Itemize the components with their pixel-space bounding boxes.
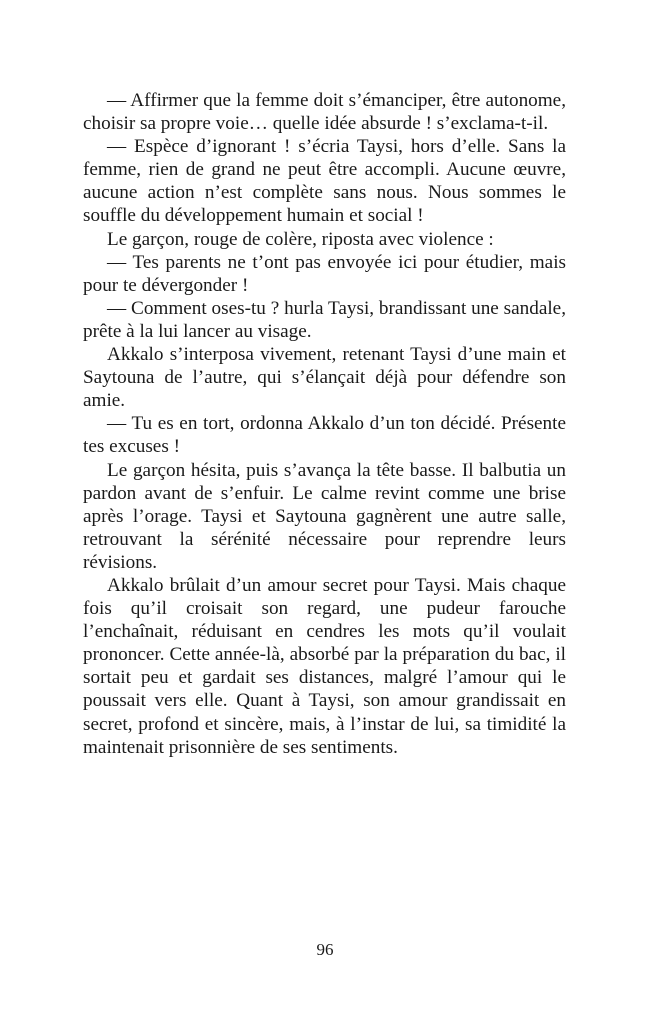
paragraph: — Affirmer que la femme doit s’émanciper, être autonome, choisir sa propre voie… quelle idée absurde ! s’exclama-t-il. [83,90,566,135]
paragraph: Le garçon hésita, puis s’avança la tête basse. Il balbutia un pardon avant de s’enfuir. Le calme revint comme une brise après l’orage. Taysi et Saytouna gagnèrent une autre salle, retrouvant la sérénité nécessaire pour reprendre leurs révisions. [83,459,566,573]
paragraph: Akkalo brûlait d’un amour secret pour Taysi. Mais chaque fois qu’il croisait son regard, une pudeur farouche l’enchaînait, réduisant en cendres les mots qu’il voulait prononcer. Cette année-là, absorbé par la préparation du bac, il sortait peu et gardait ses distances, malgré l’amour qui le poussait vers elle. Quant à Taysi, son amour grandissait en secret, profond et sincère, mais, à l’instar de lui, sa timidité la maintenait prisonnière de ses sentiments. [83,574,566,758]
paragraph: Le garçon, rouge de colère, riposta avec violence : [107,228,494,250]
paragraph: — Comment oses-tu ? hurla Taysi, brandissant une sandale, prête à la lui lancer au visage. [83,297,566,342]
paragraph: — Tes parents ne t’ont pas envoyée ici pour étudier, mais pour te dévergonder ! [83,251,566,296]
paragraph: — Tu es en tort, ordonna Akkalo d’un ton décidé. Présente tes excuses ! [83,413,566,458]
page-body-text [83,89,566,759]
page-number: 96 [316,940,334,959]
paragraph: — Espèce d’ignorant ! s’écria Taysi, hors d’elle. Sans la femme, rien de grand ne peut être accompli. Aucune œuvre, aucune action n’est complète sans nous. Nous sommes le souffle du développement humain et social ! [83,136,566,227]
paragraph: Akkalo s’interposa vivement, retenant Taysi d’une main et Saytouna de l’autre, qui s’élançait déjà pour défendre son amie. [83,344,566,412]
